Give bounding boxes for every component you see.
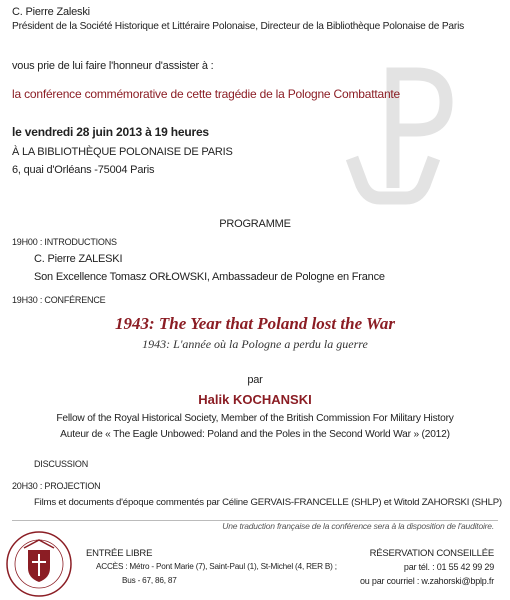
anchor-emblem-icon xyxy=(338,60,468,210)
discussion-label: DISCUSSION xyxy=(34,459,89,469)
society-seal-icon xyxy=(4,530,74,598)
host-name: C. Pierre Zaleski xyxy=(12,6,90,18)
reservation-email-link[interactable]: ou par courriel : w.zahorski@bplp.fr xyxy=(360,576,494,586)
invitation-text: vous prie de lui faire l'honneur d'assister à : xyxy=(12,60,214,72)
speaker-first-name: Halik xyxy=(198,392,230,407)
conference-time: 19H30 : CONFÉRENCE xyxy=(12,295,106,305)
reservation-phone: par tél. : 01 55 42 99 29 xyxy=(403,562,494,572)
event-address: 6, quai d'Orléans -75004 Paris xyxy=(12,164,155,176)
by-label: par xyxy=(247,374,263,386)
intro-speaker-2: Son Excellence Tomasz ORŁOWSKI, Ambassadeur de Pologne en France xyxy=(34,271,385,283)
speaker-bio-1: Fellow of the Royal Historical Society, Member of the British Commission For Military History xyxy=(56,413,454,424)
lecture-title-fr: 1943: L'année où la Pologne a perdu la guerre xyxy=(142,337,368,351)
event-date: le vendredi 28 juin 2013 à 19 heures xyxy=(12,125,209,139)
access-bus: Bus - 67, 86, 87 xyxy=(122,576,177,585)
projection-text: Films et documents d'époque commentés par Céline GERVAIS-FRANCELLE (SHLP) et Witold ZAHORSKI (SHLP) xyxy=(34,497,502,508)
speaker-bio-2: Auteur de « The Eagle Unbowed: Poland and the Poles in the Second World War » (2012) xyxy=(60,429,450,440)
event-place: À LA BIBLIOTHÈQUE POLONAISE DE PARIS xyxy=(12,146,233,158)
intro-time: 19H00 : INTRODUCTIONS xyxy=(12,237,117,247)
speaker-name xyxy=(0,392,510,407)
conference-title: la conférence commémorative de cette tragédie de la Pologne Combattante xyxy=(12,87,401,101)
speaker-last-name: KOCHANSKI xyxy=(232,392,312,407)
translation-note: Une traduction française de la conférence sera à la disposition de l'auditoire. xyxy=(222,521,494,531)
projection-time: 20H30 : PROJECTION xyxy=(12,481,101,491)
intro-speaker-1: C. Pierre ZALESKI xyxy=(34,253,123,265)
host-title: Président de la Société Historique et Littéraire Polonaise, Directeur de la Bibliothèque Polonaise de Paris xyxy=(12,21,465,32)
programme-heading: PROGRAMME xyxy=(219,218,291,230)
reservation-label: RÉSERVATION CONSEILLÉE xyxy=(369,548,494,559)
entry-label: ENTRÉE LIBRE xyxy=(86,548,153,559)
lecture-title-en: 1943: The Year that Poland lost the War xyxy=(114,314,396,333)
access-metro: ACCÈS : Métro - Pont Marie (7), Saint-Paul (1), St-Michel (4, RER B) ; xyxy=(96,562,337,571)
